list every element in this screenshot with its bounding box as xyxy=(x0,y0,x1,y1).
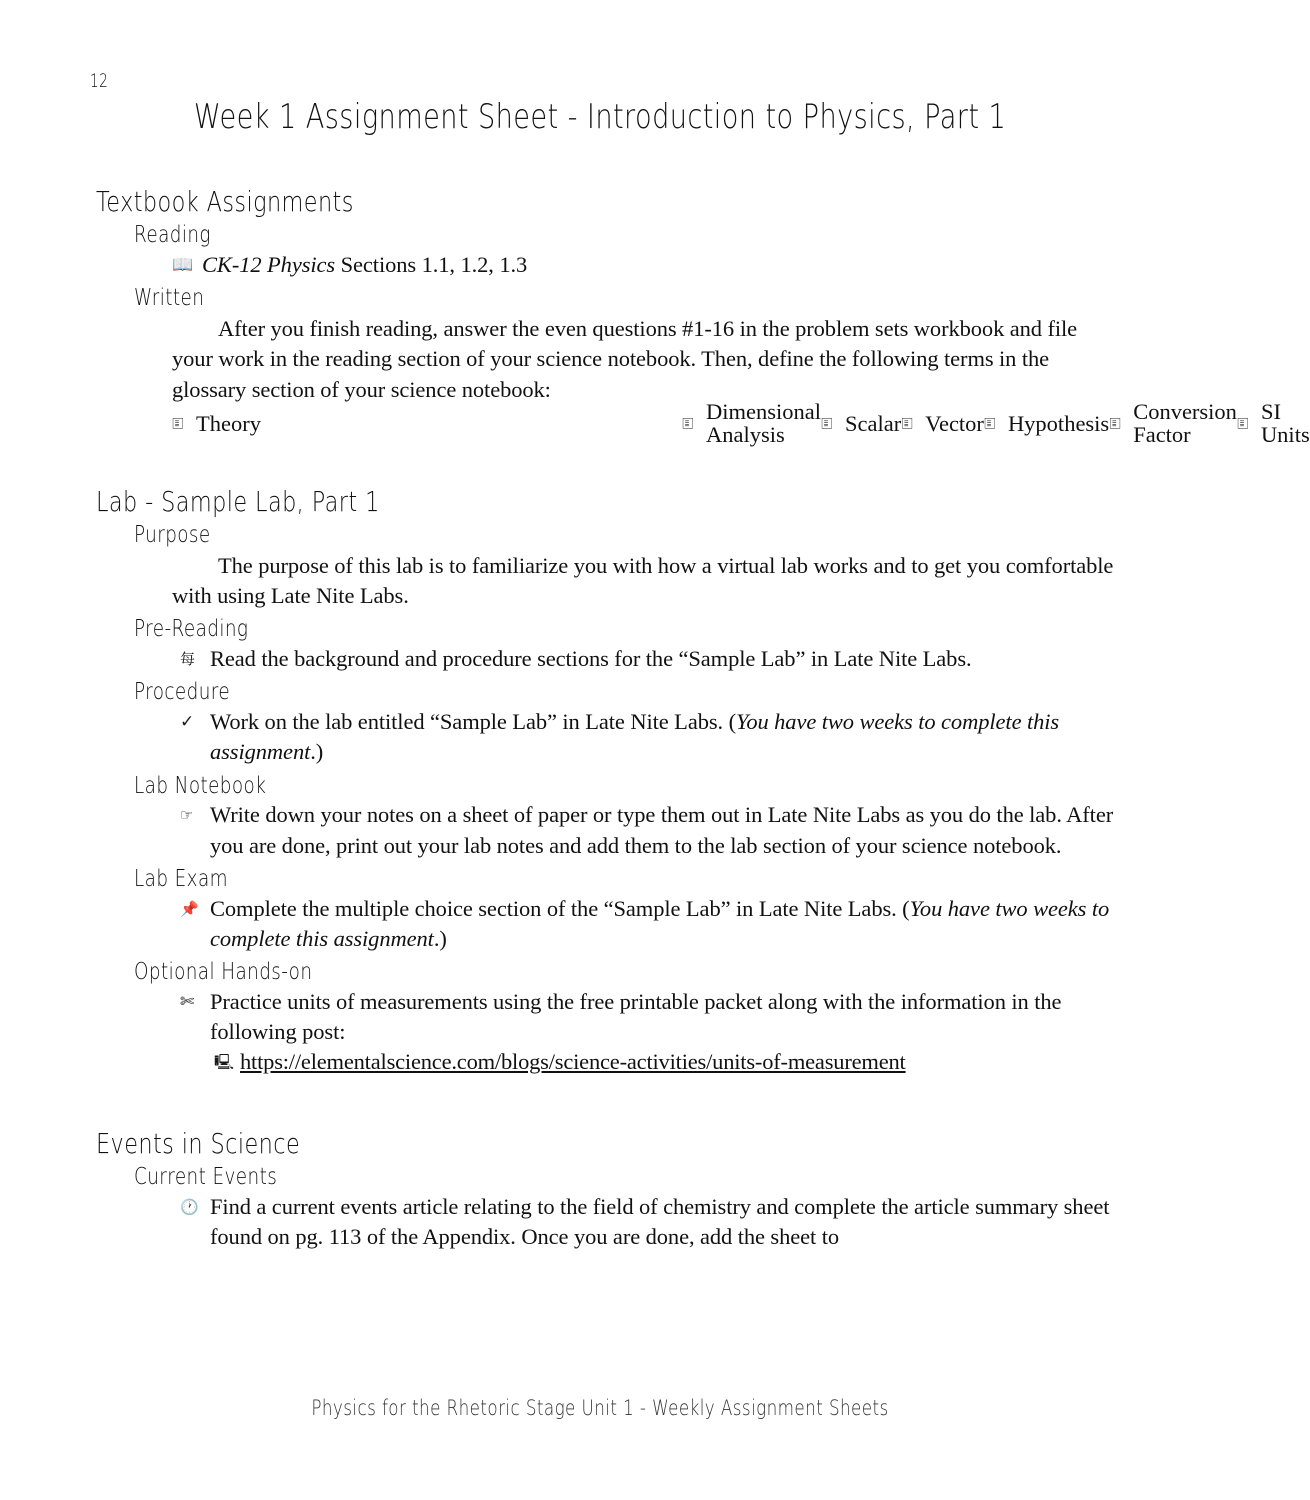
subheading-purpose: Purpose xyxy=(134,522,211,549)
list-item xyxy=(180,800,1116,861)
procedure-text-before: Work on the lab entitled “Sample Lab” in Late Nite Labs. ( xyxy=(210,709,736,735)
resource-link[interactable]: https://elementalscience.com/blogs/science-activities/units-of-measurement xyxy=(240,1049,906,1075)
list-item xyxy=(180,1192,1116,1253)
lab-notebook-text: Write down your notes on a sheet of paper or type them out in Late Nite Labs as you do the lab. After you are done, print out your lab notes and add them to the lab section of your science notebook. xyxy=(210,802,1114,858)
glossary-term-label: Hypothesis xyxy=(1007,410,1110,436)
list-item xyxy=(180,987,1116,1048)
notepad-checkbox-icon[interactable]: 🗉 xyxy=(820,413,833,433)
lab-exam-note-italic: You have two weeks to complete this assignment xyxy=(210,895,1110,951)
glossary-term-label: SI Units xyxy=(1260,399,1310,447)
notepad-checkbox-icon[interactable]: 🗉 xyxy=(682,413,694,433)
glossary-term-label: Vector xyxy=(925,410,984,436)
notepad-checkbox-icon[interactable]: 🗉 xyxy=(1109,413,1121,433)
section-heading-lab: Lab - Sample Lab, Part 1 xyxy=(96,484,380,518)
list-item[interactable] xyxy=(821,409,901,439)
reading-sections: Sections 1.1, 1.2, 1.3 xyxy=(335,252,528,278)
list-item[interactable] xyxy=(1236,399,1310,447)
optional-hands-on-text: Practice units of measurements using the free printable packet along with the information in the following post: xyxy=(210,988,1062,1045)
glossary-term-label: Theory xyxy=(196,410,261,436)
section-heading-textbook-assignments: Textbook Assignments xyxy=(96,185,354,218)
procedure-note-italic: You have two weeks to complete this assignment xyxy=(210,709,1060,765)
subheading-written: Written xyxy=(134,285,205,312)
subheading-current-events: Current Events xyxy=(134,1164,278,1191)
lab-exam-text-before: Complete the multiple choice section of the “Sample Lab” in Late Nite Labs. ( xyxy=(210,895,910,921)
list-item xyxy=(180,644,1116,674)
current-events-text: Find a current events article relating to the field of chemistry and complete the article summary sheet found on pg. 113 of the Appendix. Once you are done, add the sheet to xyxy=(210,1193,1110,1250)
list-item[interactable] xyxy=(901,409,984,439)
list-item xyxy=(172,250,1116,280)
list-item[interactable] xyxy=(172,409,682,439)
written-instructions-paragraph: After you finish reading, answer the even questions #1-16 in the problem sets workbook and file your work in the reading section of your science notebook. Then, define the following terms in the glossary section of your science notebook: xyxy=(172,316,1078,402)
page-title: Week 1 Assignment Sheet - Introduction to Physics, Part 1 xyxy=(193,97,1007,137)
subheading-reading: Reading xyxy=(134,222,211,249)
document-body xyxy=(96,185,1310,1252)
eyeglasses-icon: 每 xyxy=(180,650,195,669)
lab-exam-text-after: .) xyxy=(433,925,447,951)
glossary-term-label: Scalar xyxy=(844,410,902,436)
section-heading-events-in-science: Events in Science xyxy=(96,1126,301,1160)
page-footer: Physics for the Rhetoric Stage Unit 1 - Weekly Assignment Sheets xyxy=(311,1396,889,1420)
glossary-term-label: Conversion Factor xyxy=(1133,399,1237,447)
open-book-icon: 📖 xyxy=(172,255,194,276)
list-item[interactable] xyxy=(984,409,1109,439)
notepad-checkbox-icon[interactable]: 🗉 xyxy=(172,413,184,433)
list-item[interactable] xyxy=(1109,399,1237,447)
subheading-lab-exam: Lab Exam xyxy=(134,865,228,892)
procedure-text-after: .) xyxy=(310,739,324,765)
checkmark-icon: ✓ xyxy=(180,712,195,733)
pointing-hand-icon: ☞ xyxy=(180,806,194,825)
notepad-checkbox-icon[interactable]: 🗉 xyxy=(1236,413,1249,433)
textbook-title: CK-12 Physics xyxy=(202,252,336,278)
subheading-optional-hands-on: Optional Hands-on xyxy=(134,959,313,986)
subheading-pre-reading: Pre-Reading xyxy=(134,616,249,643)
purpose-paragraph: The purpose of this lab is to familiarize you with how a virtual lab works and to get you comfortable with using Late Nite Labs. xyxy=(172,552,1114,609)
list-item xyxy=(180,707,1116,768)
list-item[interactable] xyxy=(682,399,821,447)
pushpin-icon: 📌 xyxy=(180,899,199,918)
page-number: 12 xyxy=(90,70,109,92)
computer-monitor-icon: 🖳 xyxy=(214,1053,235,1072)
notepad-checkbox-icon[interactable]: 🗉 xyxy=(983,413,996,433)
procedure-text xyxy=(210,707,1116,768)
list-item xyxy=(180,894,1116,955)
pre-reading-text: Read the background and procedure sections for the “Sample Lab” in Late Nite Labs. xyxy=(210,646,972,672)
resource-link-row[interactable] xyxy=(214,1047,1116,1077)
scissors-icon: ✄ xyxy=(180,991,195,1012)
lab-exam-text xyxy=(210,894,1116,955)
subheading-lab-notebook: Lab Notebook xyxy=(134,772,267,799)
glossary-term-label: Dimensional Analysis xyxy=(706,399,821,447)
reading-assignment-text xyxy=(202,250,1116,280)
clock-icon: 🕐 xyxy=(180,1197,199,1216)
subheading-procedure: Procedure xyxy=(134,679,231,706)
notepad-checkbox-icon[interactable]: 🗉 xyxy=(901,413,913,433)
glossary-terms-checklist xyxy=(172,399,1310,447)
